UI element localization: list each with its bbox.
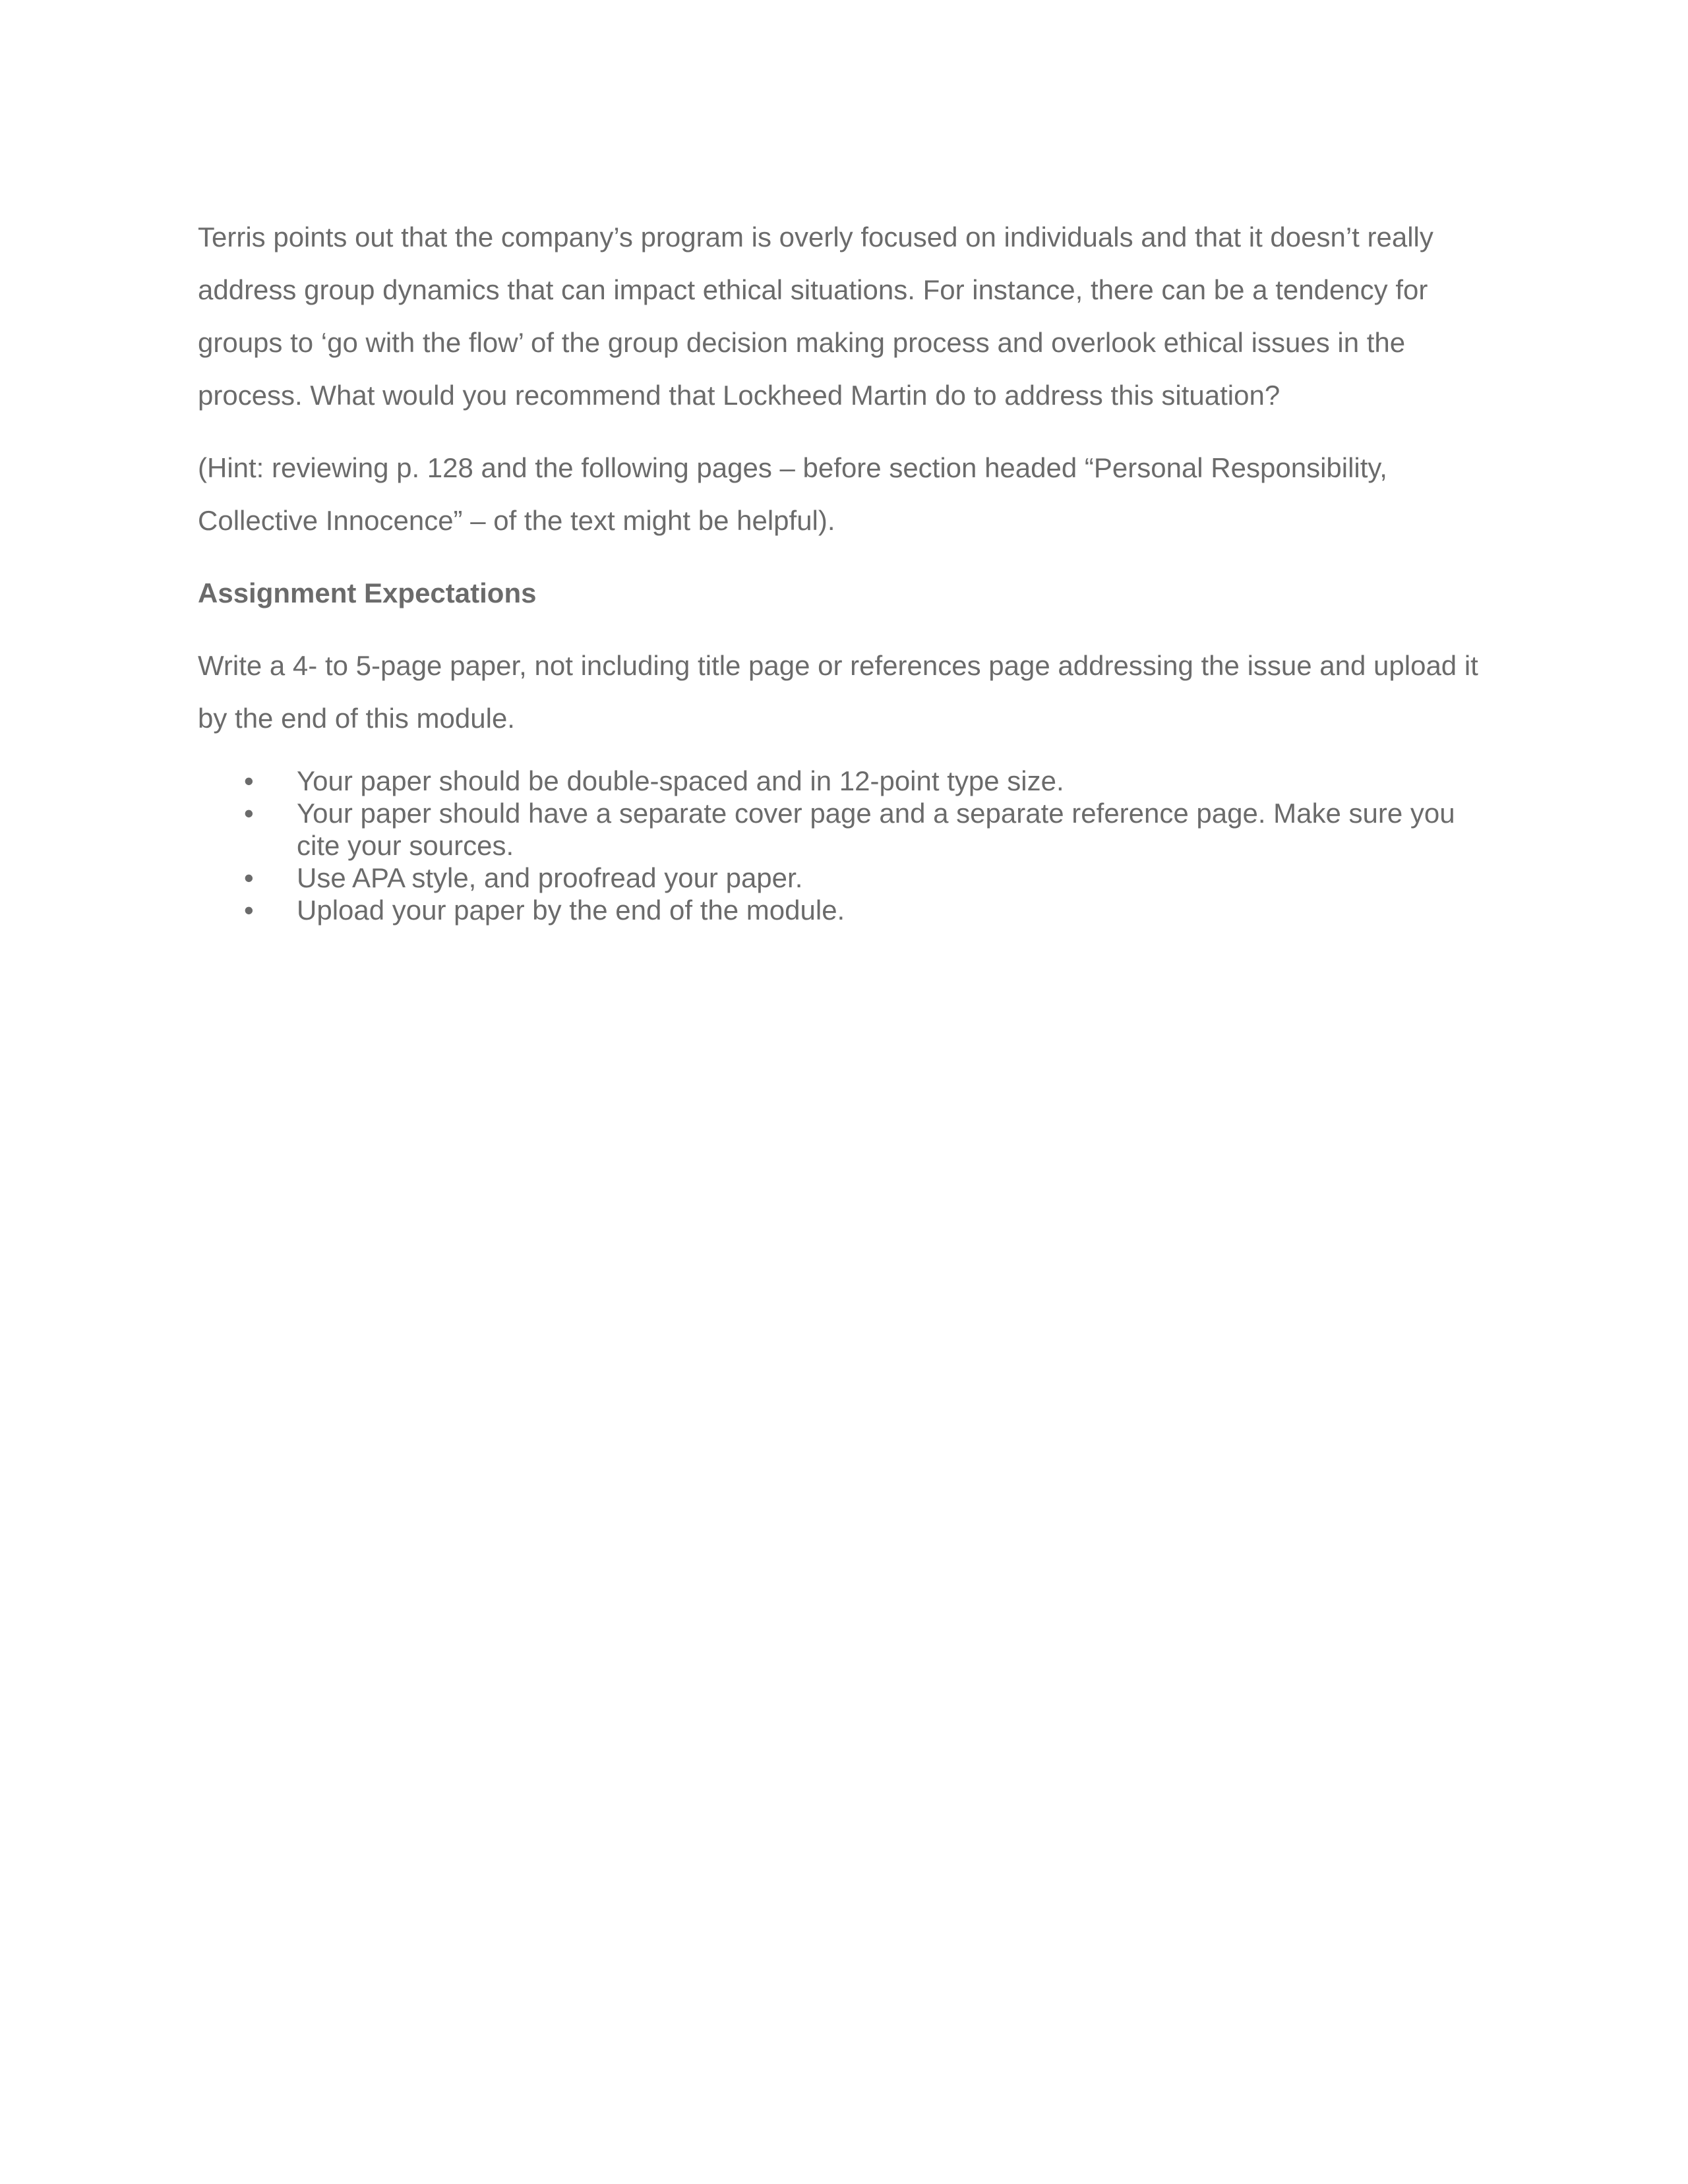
list-item-text: Your paper should have a separate cover page and a separate reference page. Make sure you cite your sources.: [297, 798, 1455, 861]
bullet-icon: •: [244, 895, 254, 926]
list-item: [198, 765, 1490, 797]
list-item-text: Use APA style, and proofread your paper.: [297, 862, 803, 893]
list-item: [198, 797, 1490, 862]
list-item-text: Upload your paper by the end of the module.: [297, 895, 845, 926]
section-heading: Assignment Expectations: [198, 577, 537, 608]
list-item: [198, 894, 1490, 926]
intro-paragraph: Terris points out that the company’s program is overly focused on individuals and that it doesn’t really address group dynamics that can impact ethical situations. For instance, there can be a tendency for groups to ‘go with the flow’ of the group decision making process and overlook ethical issues in the process. What would you recommend that Lockheed Martin do to address this situation?: [198, 221, 1433, 411]
document-page: [198, 211, 1490, 926]
hint-paragraph: (Hint: reviewing p. 128 and the following pages – before section headed “Personal Responsibility, Collective Innocence” – of the text might be helpful).: [198, 452, 1387, 536]
list-item-text: Your paper should be double-spaced and in 12-point type size.: [297, 765, 1064, 796]
bullet-icon: •: [244, 862, 254, 893]
list-item: [198, 862, 1490, 894]
bullet-icon: •: [244, 798, 254, 829]
expectations-list: [198, 765, 1490, 926]
bullet-icon: •: [244, 765, 254, 796]
assignment-paragraph: Write a 4- to 5-page paper, not including title page or references page addressing the issue and upload it by the end of this module.: [198, 650, 1478, 734]
